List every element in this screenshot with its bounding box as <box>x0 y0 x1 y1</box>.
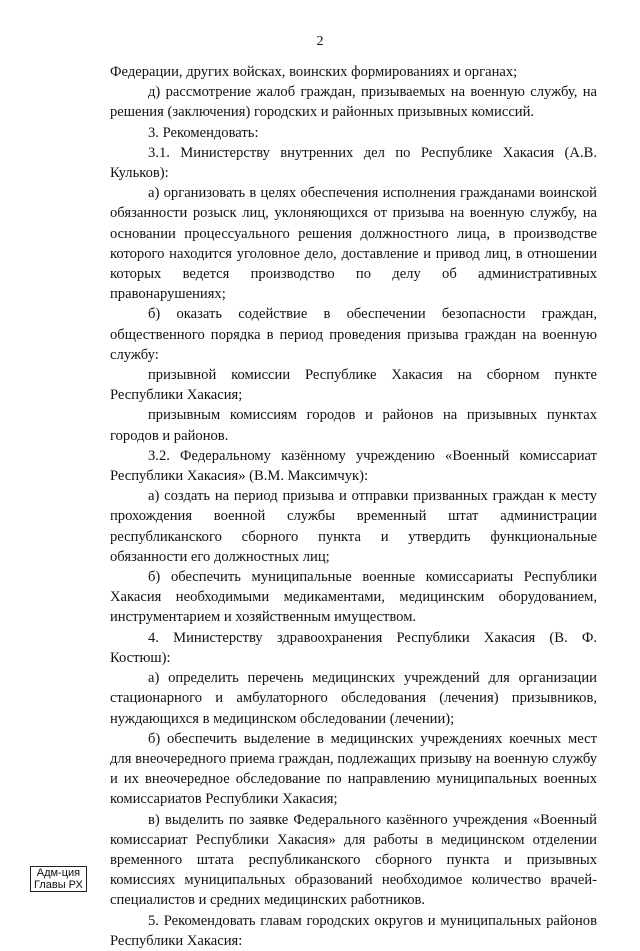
paragraph: Федерации, других войсках, воинских формированиях и органах; <box>110 64 518 80</box>
paragraph: б) обеспечить выделение в медицинских учреждениях коечных мест для внеочередного приема граждан, подлежащих призыву на военную службу и их внеочередное обследование по направлению муниципальных военных комиссариатов Республики Хакасия; <box>110 730 597 808</box>
paragraph: 5. Рекомендовать главам городских округов и муниципальных районов Республики Хакасия: <box>110 912 597 949</box>
paragraph: призывным комиссиям городов и районов на призывных пунктах городов и районов. <box>110 407 597 444</box>
paragraph: а) определить перечень медицинских учреждений для организации стационарного и амбулаторного обследования (лечения) призывников, нуждающихся в медицинском обследовании (лечении); <box>110 670 597 727</box>
paragraph: б) обеспечить муниципальные военные комиссариаты Республики Хакасия необходимыми медикаментами, медицинским оборудованием, инструментарием и хозяйственным имуществом. <box>110 569 597 626</box>
stamp-line-2: Главы РХ <box>34 879 83 891</box>
office-stamp <box>30 866 87 892</box>
page-number: 2 <box>316 34 324 49</box>
stamp-line-1: Адм-ция <box>36 867 81 879</box>
paragraph: б) оказать содействие в обеспечении безопасности граждан, общественного порядка в период проведения призыва граждан на военную службу: <box>110 306 597 363</box>
paragraph: 3.1. Министерству внутренних дел по Республике Хакасия (А.В. Кульков): <box>110 144 597 182</box>
paragraph: 3.2. Федеральному казённому учреждению «Военный комиссариат Республики Хакасия» (В.М. Максимчук): <box>110 447 597 485</box>
paragraph: д) рассмотрение жалоб граждан, призываемых на военную службу, на решения (заключения) городских и районных призывных комиссий. <box>110 84 597 121</box>
document-body <box>110 62 597 951</box>
paragraph: 4. Министерству здравоохранения Республики Хакасия (В. Ф. Костюш): <box>110 629 597 666</box>
paragraph: 3. Рекомендовать: <box>148 124 259 141</box>
paragraph: а) создать на период призыва и отправки призванных граждан к месту прохождения военной службы временный штат администрации республиканского сборного пункта и утвердить функциональные обязанности его должностных лиц; <box>110 488 597 565</box>
paragraph: призывной комиссии Республике Хакасия на сборном пункте Республики Хакасия; <box>110 367 597 404</box>
paragraph: а) организовать в целях обеспечения исполнения гражданами воинской обязанности розыск лиц, уклоняющихся от призыва на военную службу, на основании процессуального решения должностного лица, в производстве которого находится уголовное дело, доставление и привод лиц, в отношении которых ведется производство по делу об административных правонарушениях; <box>110 185 597 303</box>
paragraph: в) выделить по заявке Федерального казённого учреждения «Военный комиссариат Республики Хакасия» для работы в медицинском отделении временного штата республиканского сборного пункта и призывных комиссиях муниципальных образований необходимое количество врачей-специалистов и средних медицинских работников. <box>110 811 597 909</box>
